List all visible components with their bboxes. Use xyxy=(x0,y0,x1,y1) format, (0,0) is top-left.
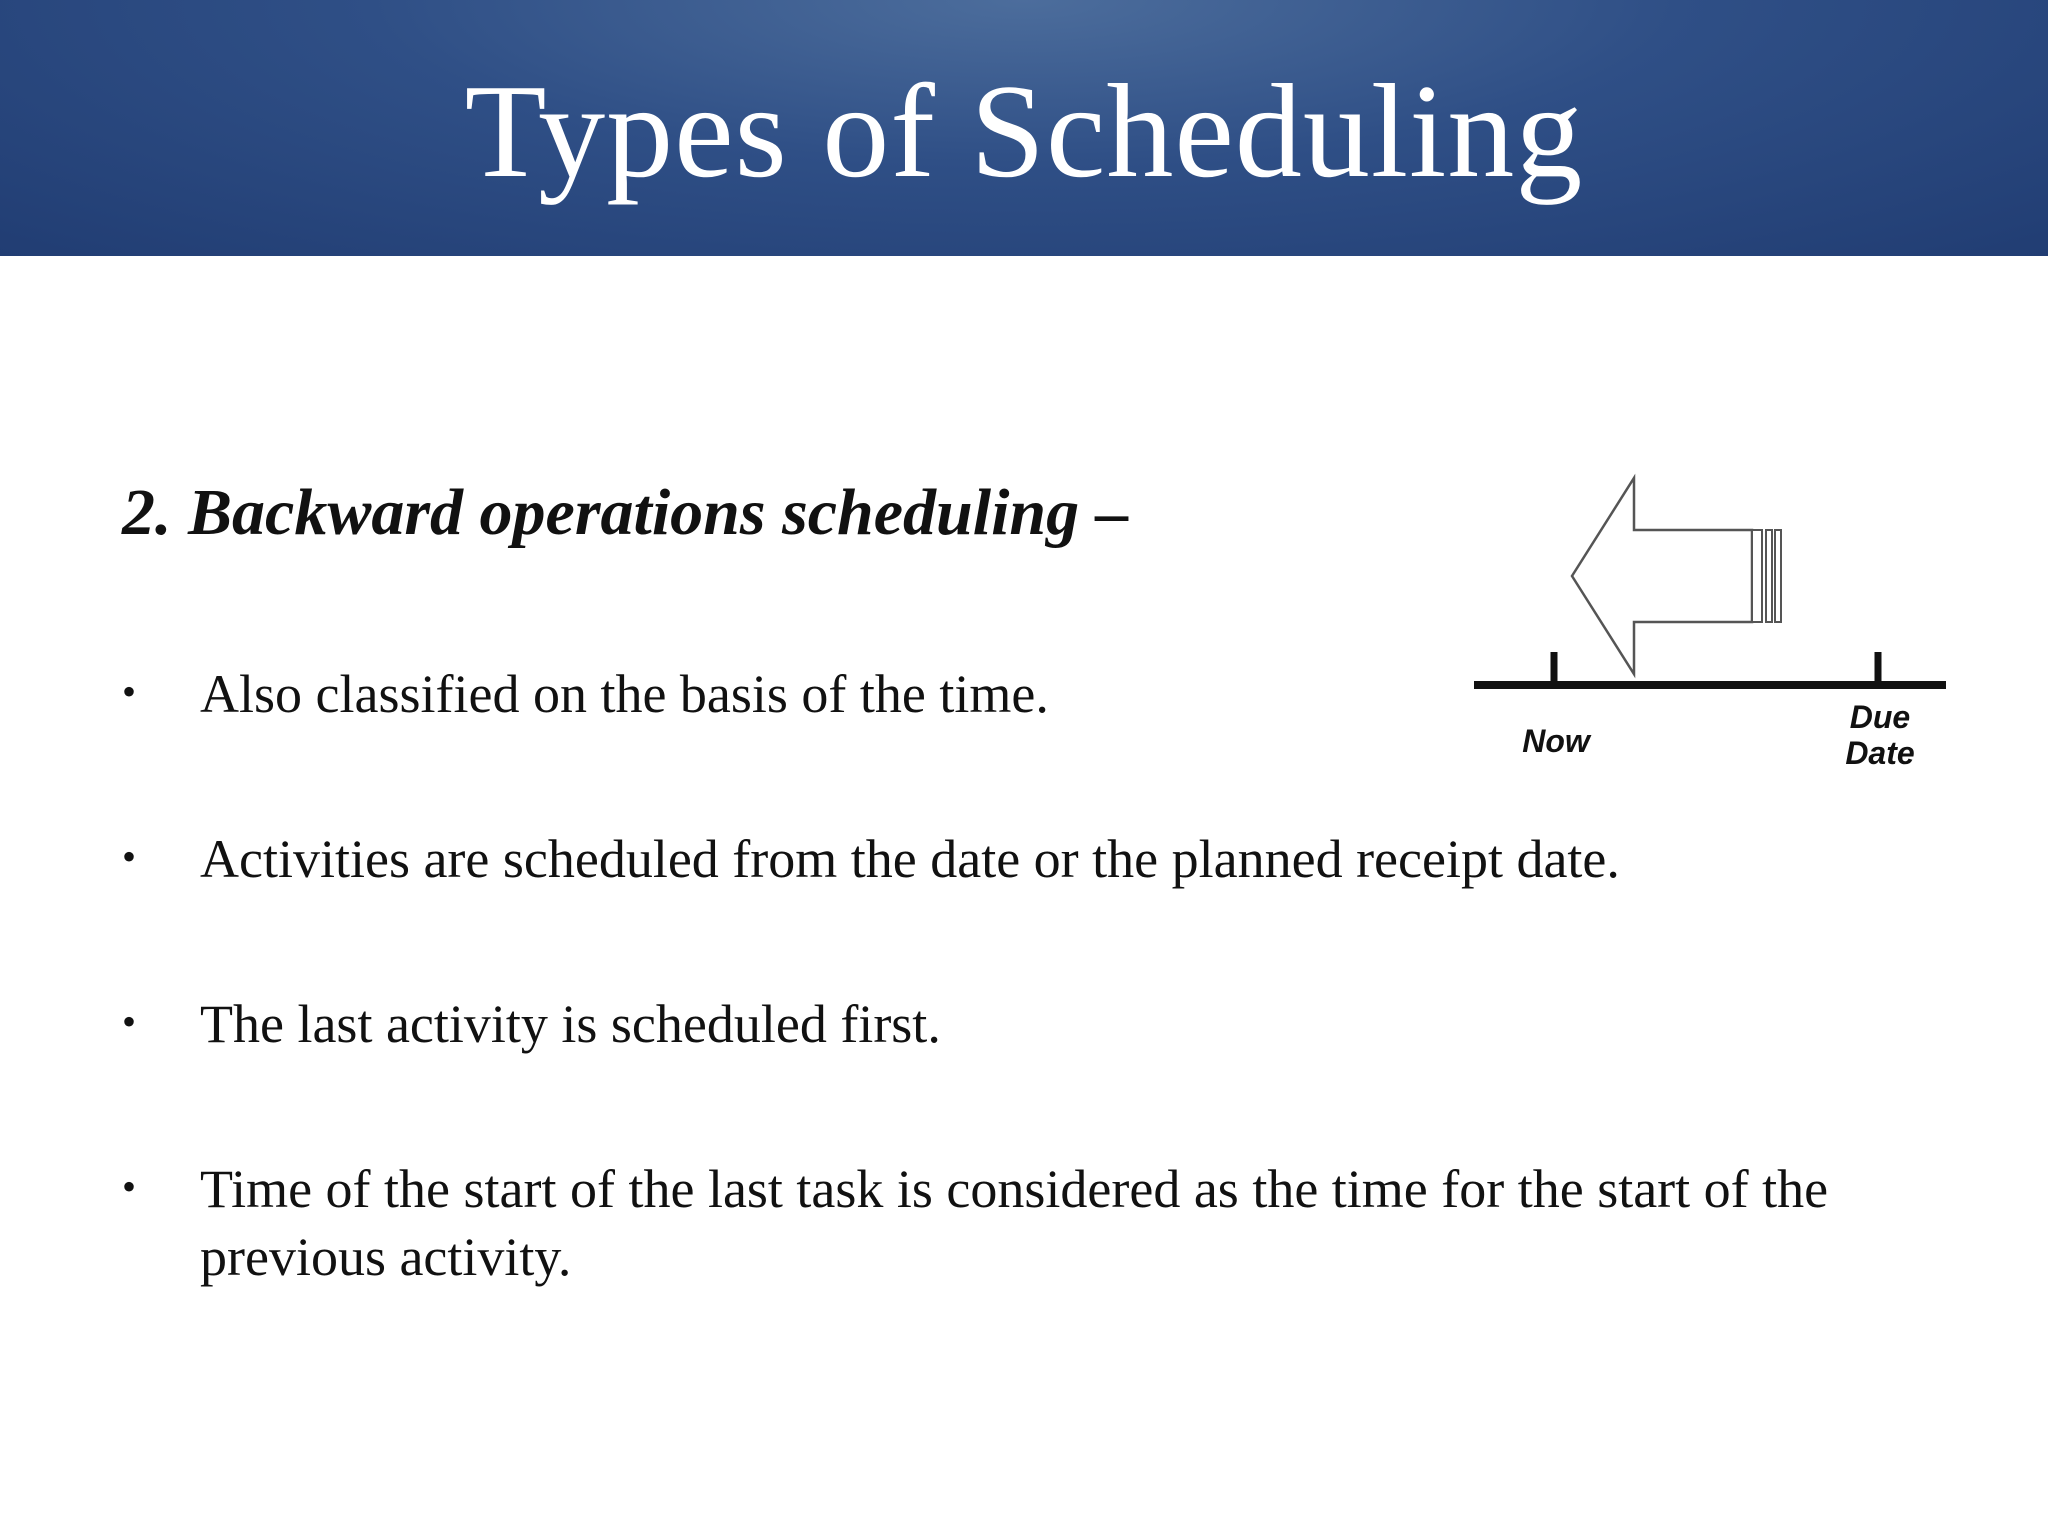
bullet-item xyxy=(122,990,1942,1058)
bullet-text: The last activity is scheduled first. xyxy=(200,994,941,1054)
bullet-icon: • xyxy=(122,669,137,714)
left-arrow-icon xyxy=(1572,478,1752,674)
title-bar xyxy=(0,0,2048,256)
section-heading: 2. Backward operations scheduling – xyxy=(122,476,1129,549)
bullet-item xyxy=(122,1155,1942,1291)
now-label: Now xyxy=(1522,723,1590,759)
date-label: Date xyxy=(1845,735,1915,771)
bullet-icon: • xyxy=(122,999,137,1044)
arrow-tail-bar xyxy=(1766,530,1772,622)
bullet-text: Also classified on the basis of the time. xyxy=(200,664,1049,724)
bullet-text: Activities are scheduled from the date or the planned receipt date. xyxy=(200,829,1620,889)
bullet-icon: • xyxy=(122,834,137,879)
bullet-item xyxy=(122,825,1942,893)
slide-title: Types of Scheduling xyxy=(464,57,1584,205)
arrow-tail-bar xyxy=(1775,530,1781,622)
backward-scheduling-diagram xyxy=(1470,470,1960,780)
arrow-tail-bar xyxy=(1752,530,1762,622)
bullet-icon: • xyxy=(122,1164,137,1209)
due-label: Due xyxy=(1849,699,1911,735)
bullet-text: Time of the start of the last task is considered as the time for the start of the previous activity. xyxy=(200,1159,1829,1287)
